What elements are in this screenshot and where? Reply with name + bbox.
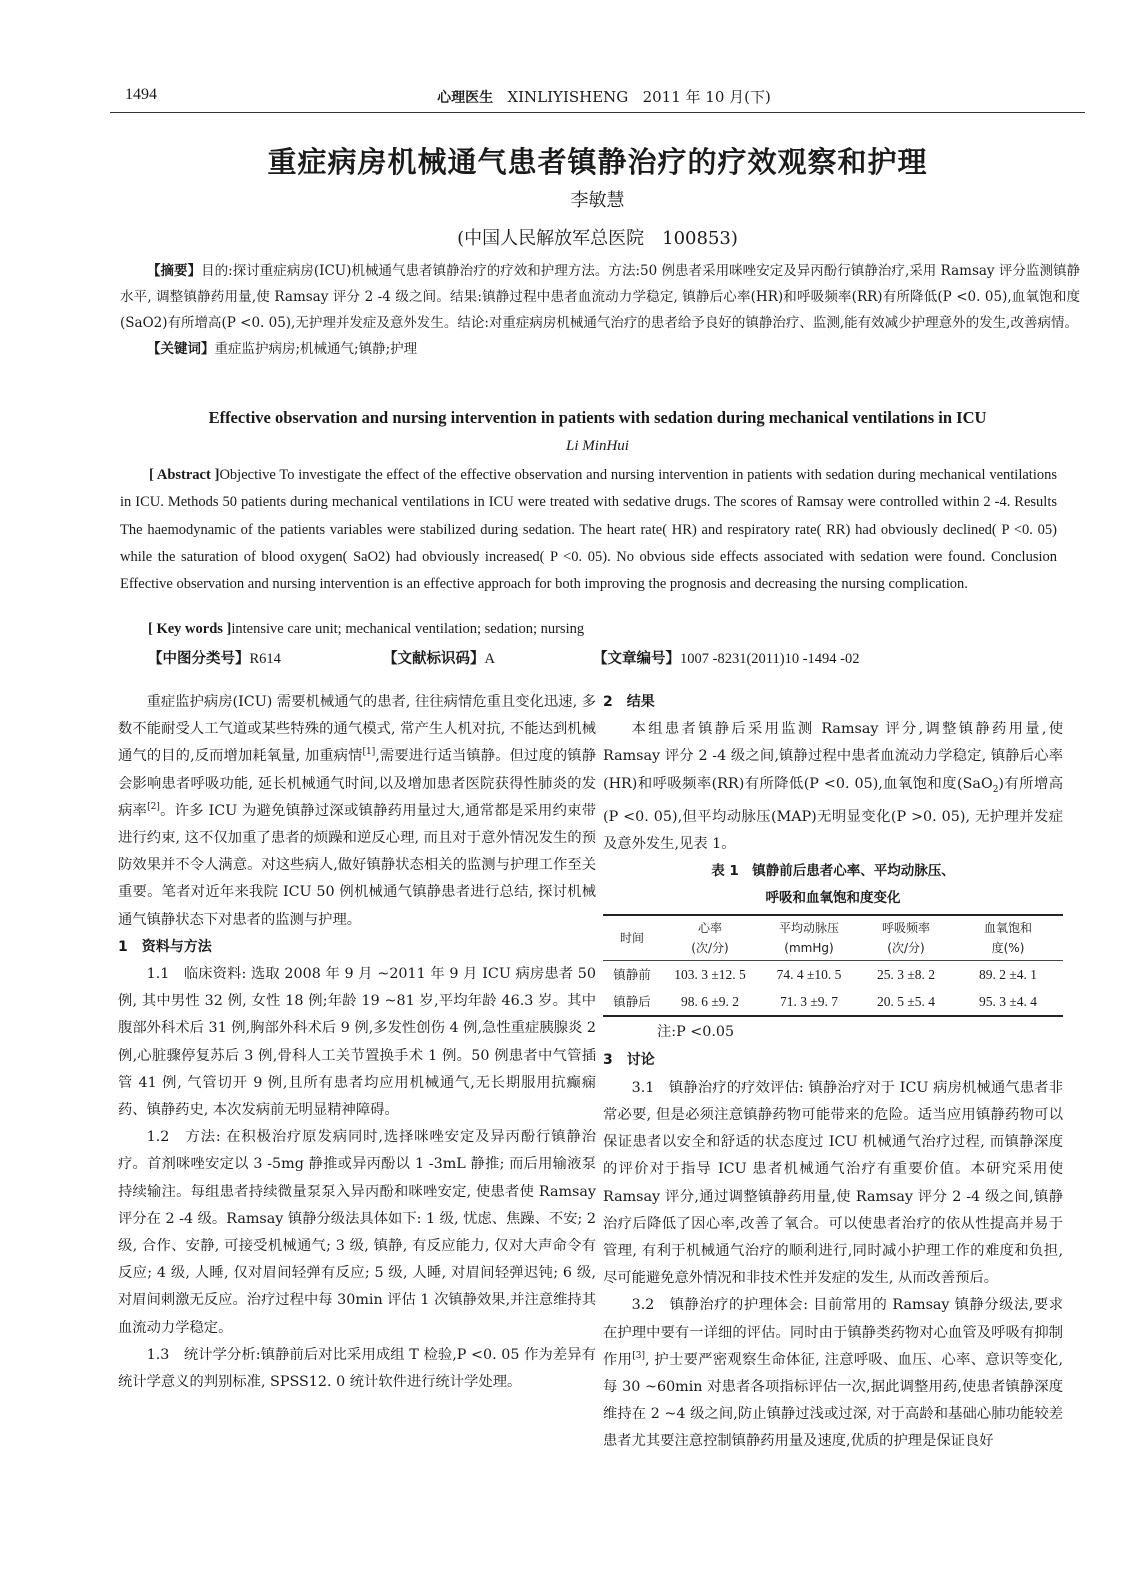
journal-info (125, 86, 1083, 107)
doc-value: A (484, 651, 495, 667)
section-2-heading: 2 结果 (603, 694, 655, 710)
table-header-map (759, 915, 859, 961)
classification-line (148, 647, 1058, 669)
clc-value: R614 (249, 651, 281, 667)
english-keywords-label: [ Key words ] (148, 621, 232, 637)
header-rr-line1: 呼吸频率 (881, 921, 930, 936)
table-cell: 89. 2 ±4. 1 (978, 967, 1038, 983)
section-3-heading: 3 讨论 (603, 1052, 655, 1069)
english-author: Li MinHui (566, 438, 629, 454)
article-number (593, 647, 859, 668)
table-note: 注:P <0.05 (657, 1024, 735, 1041)
section-3-2-text-a: 3.2 镇静治疗的护理体会: 目前常用的 Ramsay 镇静分级法,要求在护理中要有一详细的评估。同时由于镇静类药物对心血管及呼吸有抑制作用 (603, 1297, 1063, 1368)
section-3-2-text-b: , 护士要严密观察生命体征, 注意呼吸、血压、心率、意识等变化,每 30 ~60min 对患者各项指标评估一次,据此调整用药,使患者镇静深度维持在 2 ~4 级之间,防止镇静过浅或过深, 对于高龄和基础心肺功能较差患者尤其要注意控制镇静药用量及速度,优质的护理是保证良好 (603, 1351, 1063, 1450)
results-paragraph (603, 716, 1063, 858)
journal-name-cn: 心理医生 (437, 90, 494, 106)
cn-keywords-text: 重症监护病房;机械通气;镇静;护理 (214, 341, 418, 357)
english-abstract-text: Objective To investigate the effect of the effective observation and nursing intervention in patients with sedation during mechanical ventilations in ICU. Methods 50 patients during mechanical ventilations in ICU were treated with sedative drugs. The scores of Ramsay were controlled within 2 -4. Results The haemodynamic of the patients variables were stabilized during sedation. The heart rate( HR) and respiratory rate( RR) had obviously declined( P <0. 05) while the saturation of blood oxygen( SaO2) had obviously increased( P <0. 05). No obvious side effects associated with sedation were found. Conclusion Effective observation and nursing intervention is an effective approach for both improving the prognosis and decreasing the nursing complication. (120, 467, 1057, 593)
affiliation: (中国人民解放军总医院 100853) (457, 228, 738, 249)
results-subscript: 2 (992, 784, 999, 795)
table-header-hr (661, 915, 759, 961)
left-column (118, 689, 596, 1396)
header-hr-line2: (次/分) (691, 941, 729, 956)
english-abstract (120, 462, 1057, 598)
running-head (125, 86, 1083, 110)
table-cell: 95. 3 ±4. 4 (978, 994, 1038, 1010)
header-sao2-line1: 血氧饱和 (983, 921, 1032, 936)
table-cell: 103. 3 ±12. 5 (674, 967, 746, 983)
right-column (603, 689, 1063, 1456)
english-abstract-para (120, 462, 1057, 598)
clc-label: 【中图分类号】 (148, 651, 250, 667)
table-header-row (603, 915, 1063, 961)
header-map-line1: 平均动脉压 (778, 921, 839, 936)
cn-abstract-text: 目的:探讨重症病房(ICU)机械通气患者镇静治疗的疗效和护理方法。方法:50 例患者采用咪唑安定及异丙酚行镇静治疗,采用 Ramsay 评分监测镇静水平, 调整镇静药用量,使 Ramsay 评分 2 -4 级之间。结果:镇静过程中患者血流动力学稳定, 镇静后心率(HR)和呼吸频率(RR)有所降低(P <0. 05),血氧饱和度(SaO2)有所增高(P <0. 05),无护理并发症及意外发生。结论:对重症病房机械通气治疗的患者给予良好的镇静治疗、监测,能有效减少护理意外的发生,改善病情。 (120, 263, 1080, 331)
journal-name-en: XINLIYISHENG (507, 88, 629, 106)
table-cell: 74. 4 ±10. 5 (776, 967, 842, 983)
section-1-heading: 1 资料与方法 (118, 938, 212, 955)
cn-abstract-para (120, 258, 1080, 336)
cn-abstract (120, 258, 1080, 362)
table-1 (603, 914, 1063, 1017)
citation-3: [3] (632, 1350, 645, 1361)
english-abstract-label: [ Abstract ] (149, 467, 220, 483)
cn-keywords (120, 336, 1080, 362)
header-sao2-line2: 度(%) (991, 941, 1025, 956)
section-3-1: 3.1 镇静治疗的疗效评估: 镇静治疗对于 ICU 病房机械通气患者非常必要, 但是必须注意镇静药物可能带来的危险。适当应用镇静药物可以保证患者以安全和舒适的状态度过 ICU 机械通气治疗过程, 而镇静深度的评价对于指导 ICU 患者机械通气治疗有重要价值。本研究采用使 Ramsay 评分,通过调整镇静药用量,使 Ramsay 评分 2 -4 级之间,镇静治疗后降低了因心率,改善了氧合。可以使患者治疗的依从性提高并易于管理, 有利于机械通气治疗的顺利进行,同时减小护理工作的难度和负担, 尽可能避免意外情况和非技术性并发症的发生, 从而改善预后。 (603, 1079, 1063, 1287)
section-1-1: 1.1 临床资料: 选取 2008 年 9 月 ~2011 年 9 月 ICU 病房患者 50 例, 其中男性 32 例, 女性 18 例;年龄 19 ~81 岁,平均年龄 46.3 岁。其中腹部外科术后 31 例,胸部外科术后 9 例,多发性创伤 4 例,急性重症胰腺炎 2 例,心脏骤停复苏后 3 例,骨科人工关节置换手术 1 例。50 例患者中气管插管 41 例, 气管切开 9 例,且所有患者均应用机械通气,无长期服用抗癫痫药、镇静药史, 本次发病前无明显精神障碍。 (118, 966, 596, 1119)
article-label: 【文章编号】 (593, 651, 680, 667)
table-header-rr (859, 915, 953, 961)
table-cell: 71. 3 ±9. 7 (779, 994, 839, 1010)
english-keywords (148, 621, 1058, 638)
english-keywords-text: intensive care unit; mechanical ventilation; sedation; nursing (231, 621, 585, 637)
cn-abstract-label: 【摘要】 (147, 263, 202, 279)
english-title: Effective observation and nursing intervention in patients with sedation during mechanical ventilations in ICU (208, 408, 987, 427)
page-number: 1494 (125, 86, 157, 103)
citation-1: [1] (362, 747, 376, 758)
intro-paragraph (118, 689, 596, 934)
header-map-line2: (mmHg) (784, 941, 834, 956)
table-header-sao2 (953, 915, 1063, 961)
doc-label: 【文献标识码】 (383, 651, 485, 667)
author: 李敏慧 (570, 190, 625, 211)
clc-code (148, 647, 281, 668)
header-rr-line2: (次/分) (887, 941, 925, 956)
header-rule (110, 112, 1085, 113)
table-row (603, 988, 1063, 1016)
citation-2: [2] (147, 802, 160, 813)
intro-text-a: 重症监护病房(ICU) 需要机械通气的患者, 往往病情危重且变化迅速, 多数不能耐受人工气道或某些特殊的通气模式, 常产生人机对抗, 不能达到机械通气的目的,反而增加耗氧量, 加重病情 (118, 694, 596, 765)
results-text-b: )有所增高(P <0. 05),但平均动脉压(MAP)无明显变化(P >0. 05), 无护理并发症及意外发生,见表 1。 (603, 775, 1063, 852)
table-cell: 20. 5 ±5. 4 (876, 994, 936, 1010)
table-header-time: 时间 (619, 931, 644, 946)
row-label: 镇静前 (613, 967, 651, 983)
intro-text-c: 。许多 ICU 为避免镇静过深或镇静药用量过大,通常都是采用约束带进行约束, 这不仅加重了患者的烦躁和逆反心理, 而且对于意外情况发生的预防效果并不令人满意。对这些病人,做好镇静状态相关的监测与护理工作至关重要。笔者对近年来我院 ICU 50 例机械通气镇静患者进行总结, 探讨机械通气镇静状态下对患者的监测与护理。 (118, 802, 596, 928)
journal-issue: 2011 年 10 月(下) (642, 88, 771, 106)
table-cell: 25. 3 ±8. 2 (876, 967, 936, 983)
document-code (383, 647, 495, 668)
table-cell: 98. 6 ±9. 2 (680, 994, 740, 1010)
table-row (603, 961, 1063, 989)
article-value: 1007 -8231(2011)10 -1494 -02 (680, 651, 860, 667)
section-1-2: 1.2 方法: 在积极治疗原发病同时,选择咪唑安定及异丙酚行镇静治疗。首剂咪唑安定以 3 -5mg 静推或异丙酚以 1 -3mL 静推; 而后用输液泵持续输注。每组患者持续微量泵泵入异丙酚和咪唑安定, 使患者使 Ramsay 评分在 2 -4 级。Ramsay 镇静分级法具体如下: 1 级, 忧虑、焦躁、不安; 2 级, 合作、安静, 可接受机械通气; 3 级, 镇静, 有反应能力, 仅对大声命令有反应; 4 级, 人睡, 仅对眉间轻弹有反应; 5 级, 人睡, 对眉间轻弹迟钝; 6 级, 对眉间刺激无反应。治疗过程中每 30min 评估 1 次镇静效果,并注意维持其血流动力学稳定。 (118, 1129, 596, 1336)
results-text-a: 本组患者镇静后采用监测 Ramsay 评分,调整镇静药用量,使 Ramsay 评分 2 -4 级之间,镇静过程中患者血流动力学稳定, 镇静后心率(HR)和呼吸频率(RR)有所降低(P <0. 05),血氧饱和度(SaO (603, 721, 1063, 792)
section-1-3: 1.3 统计学分析:镇静前后对比采用成组 T 检验,P <0. 05 作为差异有统计学意义的判别标准, SPSS12. 0 统计软件进行统计学处理。 (118, 1346, 596, 1391)
table-caption-line-1: 表 1 镇静前后患者心率、平均动脉压、 (711, 863, 955, 880)
header-hr-line1: 心率 (697, 921, 722, 936)
table-caption-line-2: 呼吸和血氧饱和度变化 (765, 890, 901, 907)
section-3-2 (603, 1292, 1063, 1455)
cn-keywords-label: 【关键词】 (147, 341, 215, 357)
intro-text-b: ,需要进行适当镇静。但过度的镇静会影响患者呼吸功能, 延长机械通气时间,以及增加患者医院获得性肺炎的发病率 (118, 748, 597, 819)
row-label: 镇静后 (613, 994, 651, 1010)
article-title: 重症病房机械通气患者镇静治疗的疗效观察和护理 (267, 145, 928, 179)
